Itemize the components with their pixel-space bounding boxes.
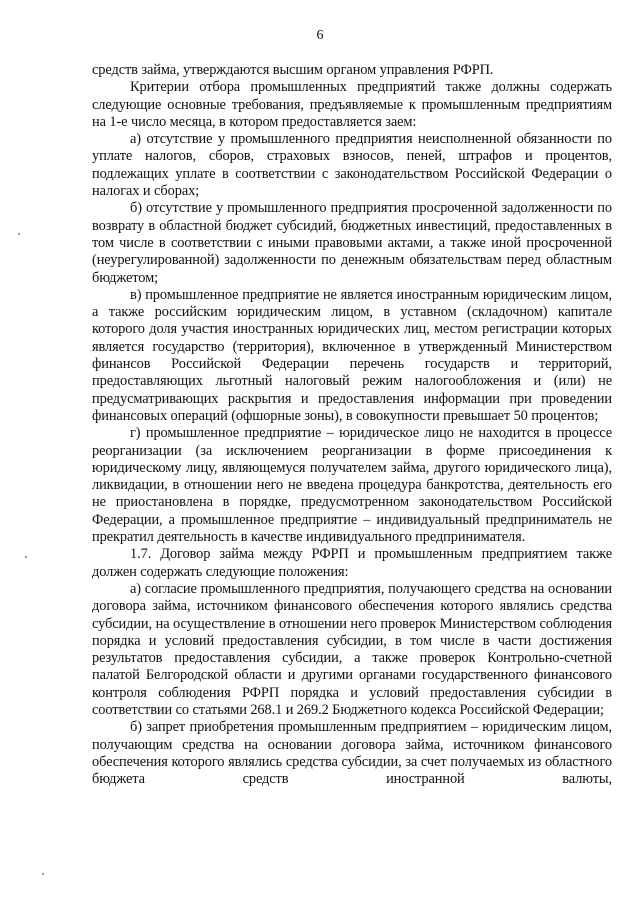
scan-speck (25, 556, 27, 558)
paragraph-item-g: г) промышленное предприятие – юридическое лицо не находится в процессе реорганизации (за исключением реорганизации в форме присоединения к юридическому лицу, являющемуся получателем займа, другого юридического лица), ликвидации, в отношении него не введена процедура банкротства, деятельность его не приостановлена в порядке, предусмотренном законодательством Российской Федерации, а промышленное предприятие – индивидуальный предприниматель не прекратил деятельность в качестве индивидуального предпринимателя. (92, 425, 612, 546)
paragraph-criteria: Критерии отбора промышленных предприятий также должны содержать следующие основные требования, предъявляемые к промышленным предприятиям на 1-е число месяца, в котором предоставляется заем: (92, 79, 612, 130)
paragraph-section-1-7: 1.7. Договор займа между РФРП и промышленным предприятием также должен содержать следующие положения: (92, 546, 612, 580)
scan-speck (42, 873, 44, 875)
scan-speck (18, 233, 20, 235)
paragraph-item-v: в) промышленное предприятие не является иностранным юридическим лицом, а также российским юридическим лицом, в уставном (складочном) капитале которого доля участия иностранных юридических лиц, местом регистрации которых является государство (территория), включенное в утвержденный Министерством финансов Российской Федерации перечень государств и территорий, предоставляющих льготный налоговый режим налогообложения и (или) не предусматривающих раскрытия и предоставления информации при проведении финансовых операций (офшорные зоны), в совокупности превышает 50 процентов; (92, 286, 612, 424)
paragraph-1-7-item-a: а) согласие промышленного предприятия, получающего средства на основании договора займа, источником финансового обеспечения которого являлись средства субсидии, на осуществление в отношении него проверок Министерством соблюдения порядка и условий предоставления субсидии, в том числе в части достижения результатов предоставления субсидии, а также проверок Контрольно-счетной палатой Белгородской области и другими органами государственного финансового контроля соблюдения РФРП порядка и условий предоставления субсидии в соответствии со статьями 268.1 и 269.2 Бюджетного кодекса Российской Федерации; (92, 580, 612, 718)
paragraph-item-b: б) отсутствие у промышленного предприятия просроченной задолженности по возврату в областной бюджет субсидий, бюджетных инвестиций, предоставленных в том числе в соответствии с иными правовыми актами, а также иной просроченной (неурегулированной) задолженности по денежным обязательствам перед областным бюджетом; (92, 200, 612, 286)
paragraph-intro-continuation: средств займа, утверждаются высшим органом управления РФРП. (92, 62, 494, 78)
page-number: 6 (316, 28, 324, 43)
paragraph-1-7-item-b: б) запрет приобретения промышленным предприятием – юридическим лицом, получающим средства на основании договора займа, источником финансового обеспечения которого являлись средства субсидии, за счет получаемых из областного бюджета средств иностранной валюты, (92, 719, 612, 788)
document-body (92, 62, 612, 788)
paragraph-item-a: а) отсутствие у промышленного предприятия неисполненной обязанности по уплате налогов, сборов, страховых взносов, пеней, штрафов и процентов, подлежащих уплате в соответствии с законодательством Российской Федерации о налогах и сборах; (92, 131, 612, 200)
